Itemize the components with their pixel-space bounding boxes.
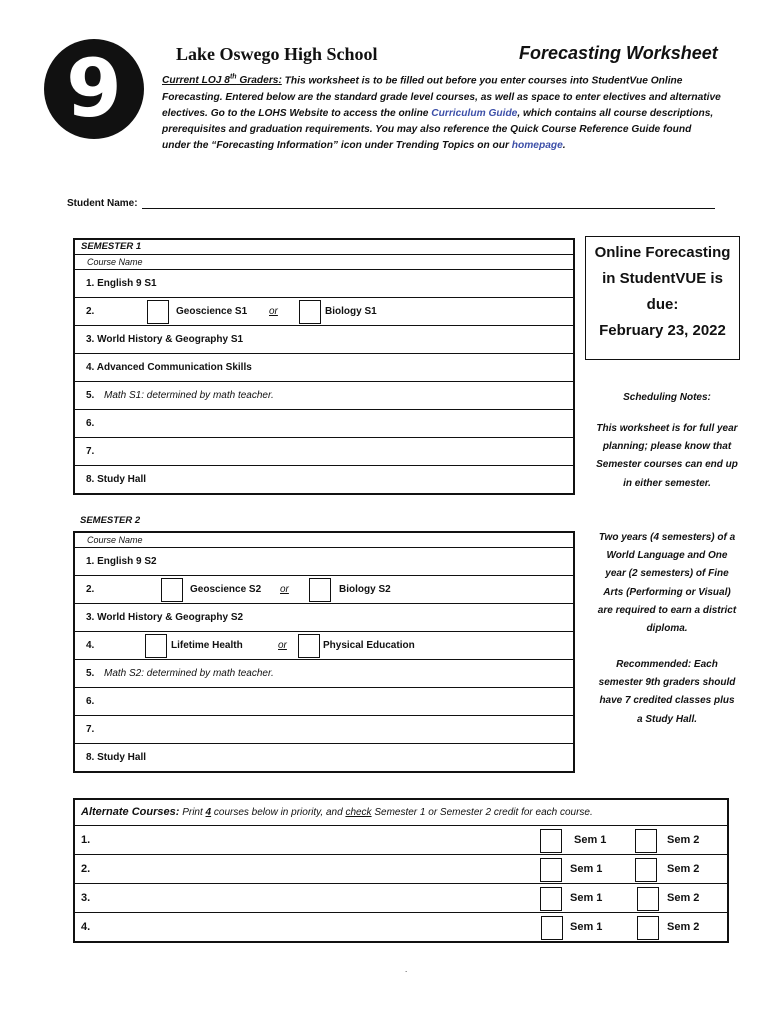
alt-instr-c: Semester 1 or Semester 2 credit for each course. — [371, 807, 593, 818]
sem1-label: Sem 1 — [570, 921, 603, 933]
biology-s1-checkbox[interactable] — [299, 300, 321, 324]
geoscience-s1-label: Geoscience S1 — [176, 306, 248, 317]
sem2-checkbox[interactable] — [637, 916, 659, 940]
sem1-checkbox[interactable] — [540, 887, 562, 911]
lifetime-health-checkbox[interactable] — [145, 634, 167, 658]
scheduling-note-3: Recommended: Each semester 9th graders should have 7 credited classes plus a Study Hall. — [598, 659, 736, 725]
table-row[interactable] — [75, 716, 573, 744]
s1-row-4: 4. Advanced Communication Skills — [86, 362, 252, 373]
geoscience-s2-label: Geoscience S2 — [190, 584, 262, 595]
s1-row-5-num: 5. — [86, 390, 95, 401]
sem2-label: Sem 2 — [667, 921, 700, 933]
due-date: February 23, 2022 — [599, 322, 726, 339]
s2-row-7: 7. — [86, 724, 95, 735]
semester-2-table — [73, 531, 575, 773]
biology-s2-label: Biology S2 — [339, 584, 391, 595]
table-row — [75, 326, 573, 354]
s2-row-1: 1. English 9 S2 — [86, 556, 157, 567]
curriculum-guide-link[interactable]: Curriculum Guide — [431, 107, 518, 119]
table-row — [75, 382, 573, 410]
s2-row-4-num: 4. — [86, 640, 95, 651]
scheduling-notes-heading: Scheduling Notes: — [623, 392, 711, 403]
alt-row-num: 3. — [81, 892, 91, 904]
table-row[interactable] — [75, 688, 573, 716]
sem2-checkbox[interactable] — [637, 887, 659, 911]
intro-paragraph — [162, 70, 722, 154]
student-name-line[interactable] — [142, 199, 715, 209]
sem1-label: Sem 1 — [570, 863, 603, 875]
intro-text-1: This worksheet is to be filled out before you enter courses into StudentVue Online Forecasting. Entered below are the standard grade level courses, as well as space to enter electives and alternative electives. Go to the LOHS Website to access the online — [162, 75, 721, 119]
or-label: or — [280, 584, 289, 595]
table-row — [75, 632, 573, 660]
s1-row-2-num: 2. — [86, 306, 95, 317]
lifetime-health-label: Lifetime Health — [171, 640, 243, 651]
grade-9-logo: 9 — [44, 39, 144, 139]
s1-row-1: 1. English 9 S1 — [86, 278, 157, 289]
s2-row-3: 3. World History & Geography S2 — [86, 612, 244, 623]
sem2-label: Sem 2 — [667, 863, 700, 875]
page-title: Forecasting Worksheet — [519, 43, 718, 63]
table-row[interactable] — [75, 855, 727, 884]
footer-mark: . — [405, 965, 408, 974]
alternate-courses-table — [73, 798, 729, 943]
alt-instr-a: Print — [179, 807, 206, 818]
sem1-label: Sem 1 — [570, 892, 603, 904]
s1-row-3: 3. World History & Geography S1 — [86, 334, 244, 345]
table-row[interactable] — [75, 438, 573, 466]
alternate-courses-title: Alternate Courses: — [81, 806, 180, 818]
sem2-label: Sem 2 — [667, 834, 700, 846]
course-name-header: Course Name — [75, 255, 573, 270]
geoscience-s1-checkbox[interactable] — [147, 300, 169, 324]
table-row[interactable] — [75, 826, 727, 855]
due-line-3: due: — [646, 296, 679, 313]
s1-row-8: 8. Study Hall — [86, 474, 147, 485]
semester-1-label: SEMESTER 1 — [75, 240, 573, 255]
scheduling-note-2: Two years (4 semesters) of a World Language and One year (2 semesters) of Fine Arts (Performing or Visual) are required to earn a district diploma. — [597, 532, 737, 635]
table-row — [75, 298, 573, 326]
alternate-courses-header — [75, 800, 727, 826]
s1-row-6: 6. — [86, 418, 95, 429]
table-row — [75, 354, 573, 382]
student-name-label: Student Name: — [67, 198, 138, 209]
school-name: Lake Oswego High School — [176, 44, 378, 64]
alt-instr-b: courses below in priority, and — [211, 807, 346, 818]
sem1-checkbox[interactable] — [540, 858, 562, 882]
table-row[interactable] — [75, 913, 727, 941]
sem2-label: Sem 2 — [667, 892, 700, 904]
semester-2-label: SEMESTER 2 — [80, 515, 141, 526]
due-line-2: in StudentVUE is — [602, 270, 723, 287]
alt-row-num: 1. — [81, 834, 91, 846]
table-row — [75, 548, 573, 576]
course-name-header: Course Name — [75, 533, 573, 548]
homepage-link[interactable]: homepage — [511, 140, 563, 152]
table-row — [75, 466, 573, 493]
alt-row-num: 2. — [81, 863, 91, 875]
intro-end: . — [562, 140, 566, 152]
biology-s1-label: Biology S1 — [325, 306, 377, 317]
s2-row-5-num: 5. — [86, 668, 95, 679]
intro-lead: Current LOJ 8th Graders: — [162, 74, 282, 87]
physical-education-label: Physical Education — [323, 640, 415, 651]
table-row[interactable] — [75, 884, 727, 913]
table-row[interactable] — [75, 410, 573, 438]
student-name-field[interactable] — [67, 198, 715, 209]
s1-row-7: 7. — [86, 446, 95, 457]
scheduling-note-1: This worksheet is for full year planning; please know that Semester courses can end up in either semester. — [596, 423, 738, 489]
or-label: or — [269, 306, 278, 317]
s2-row-2-num: 2. — [86, 584, 95, 595]
due-line-1: Online Forecasting — [594, 244, 731, 261]
intro-text-2: , which contains all course descriptions, prerequisites and graduation requirements. You may also reference the Quick Course Reference Guide found under the “Forecasting Information” icon under Trending Topics on our — [162, 107, 714, 152]
table-row — [75, 744, 573, 771]
semester-1-table — [73, 238, 575, 495]
table-row — [75, 604, 573, 632]
sem2-checkbox[interactable] — [635, 829, 657, 853]
alt-row-num: 4. — [81, 921, 91, 933]
or-label: or — [278, 640, 287, 651]
table-row — [75, 270, 573, 298]
table-row — [75, 576, 573, 604]
s2-row-6: 6. — [86, 696, 95, 707]
physical-education-checkbox[interactable] — [298, 634, 320, 658]
alt-instr-num: 4 — [205, 807, 212, 818]
s2-row-8: 8. Study Hall — [86, 752, 147, 763]
due-date-box — [585, 236, 740, 360]
sem1-checkbox[interactable] — [540, 829, 562, 853]
sem2-checkbox[interactable] — [635, 858, 657, 882]
geoscience-s2-checkbox[interactable] — [161, 578, 183, 602]
s2-row-5-text: Math S2: determined by math teacher. — [104, 668, 274, 679]
biology-s2-checkbox[interactable] — [309, 578, 331, 602]
table-row — [75, 660, 573, 688]
alt-instr-check: check — [345, 807, 372, 818]
s1-row-5-text: Math S1: determined by math teacher. — [104, 390, 274, 401]
sem1-checkbox[interactable] — [541, 916, 563, 940]
sem1-label: Sem 1 — [574, 834, 607, 846]
